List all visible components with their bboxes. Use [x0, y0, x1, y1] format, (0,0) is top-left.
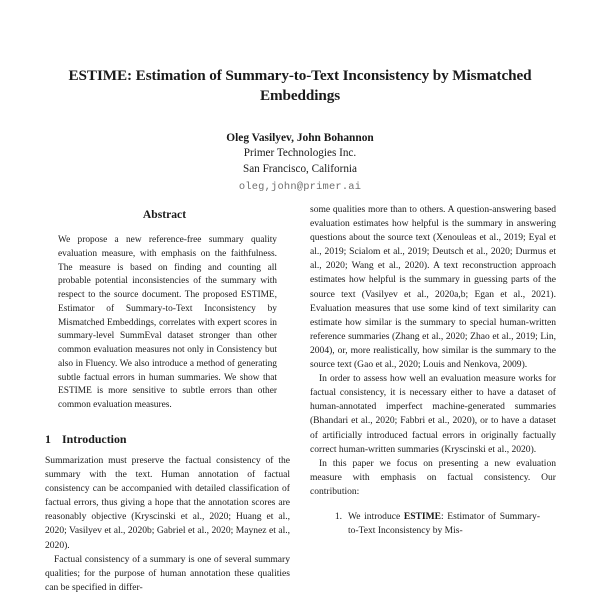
right-column [310, 203, 556, 600]
intro-paragraph-5: In this paper we focus on presenting a new evaluation measure with emphasis on factual consistency. Our contribution: [310, 457, 556, 497]
intro-paragraph-3: some qualities more than to others. A question-answering based evaluation estimates how helpful is the summary in answering questions about the source text (Xenouleas et al., 2019; Eyal et al., 2019; Scialom et al., 2019; Deutsch et al., 2020; Durmus et al., 2020; Wang et al., 2020). A text reconstruction approach estimates how helpful is the summary in guessing parts of the source text (Vasilyev et al., 2020a,b; Egan et al., 2021). Evaluation measures that use some kind of text similarity can estimate how similar is the summary to special human-written reference summaries (Zhang et al., 2020; Zhao et al., 2019; Lin, 2004), or, more realistically, how similar is the summary to the source text (Gao et al., 2020; Louis and Nenkova, 2009). [310, 204, 556, 371]
intro-paragraph-4: In order to assess how well an evaluation measure works for factual consistency, it is necessary either to have a dataset of human-annotated imperfect machine-generated summaries (Bhandari et al., 2020; Fabbri et al., 2020), or to have a dataset of artificially introduced factual errors in originally factually correct human-written summaries (Kryscinski et al., 2020). [310, 373, 556, 455]
list-item-text-before: We introduce [348, 510, 404, 522]
author-email[interactable]: oleg,john@primer.ai [238, 180, 362, 193]
list-item-text-after: : Estimator of Summary-to-Text Inconsistency by Mis- [348, 510, 540, 537]
list-item-emphasis: ESTIME [403, 510, 441, 522]
title-block [0, 0, 600, 193]
author-names: Oleg Vasilyev, John Bohannon [226, 131, 374, 144]
section-title: Introduction [62, 431, 127, 446]
abstract-heading: Abstract [142, 208, 187, 221]
intro-paragraph-2: Factual consistency of a summary is one of several summary qualities; for the purpose of human annotation these qualities can be specified in differ- [45, 553, 290, 593]
page-title: ESTIME: Estimation of Summary-to-Text Inconsistency by Mismatched Embeddings [68, 67, 532, 105]
affiliation: Primer Technologies Inc. [243, 146, 357, 159]
section-heading-introduction [45, 432, 290, 447]
intro-paragraph-1: Summarization must preserve the factual consistency of the summary with the text. Human annotation of factual consistency can be accompanied with detailed classification of factual errors, thus giving a hope that the annotation scores are reasonably objective (Kryscinski et al., 2020; Huang et al., 2020; Vasilyev et al., 2020b; Gabriel et al., 2020; Maynez et al., 2020). [45, 454, 290, 551]
location: San Francisco, California [242, 162, 358, 175]
abstract-text: We propose a new reference-free summary quality evaluation measure, with emphasis on the faithfulness. The measure is based on finding and counting all probable potential inconsistencies of the summary with respect to the source document. The proposed ESTIME, Estimator of Summary-to-Text Inconsistency by Mismatched Embeddings, correlates with expert scores in summary-level SummEval dataset stronger than other common evaluation measures not only in Consistency but also in Fluency. We also introduce a method of generating subtle factual errors in human summaries. We show that ESTIME is more sensitive to subtle errors than other common evaluation measures. [58, 235, 277, 411]
list-item-marker: 1. [334, 510, 342, 522]
author-block [0, 130, 600, 193]
left-column [45, 203, 290, 600]
section-number: 1 [45, 431, 51, 446]
contribution-list [310, 510, 556, 538]
two-column-body [0, 203, 600, 600]
list-item [328, 510, 540, 538]
